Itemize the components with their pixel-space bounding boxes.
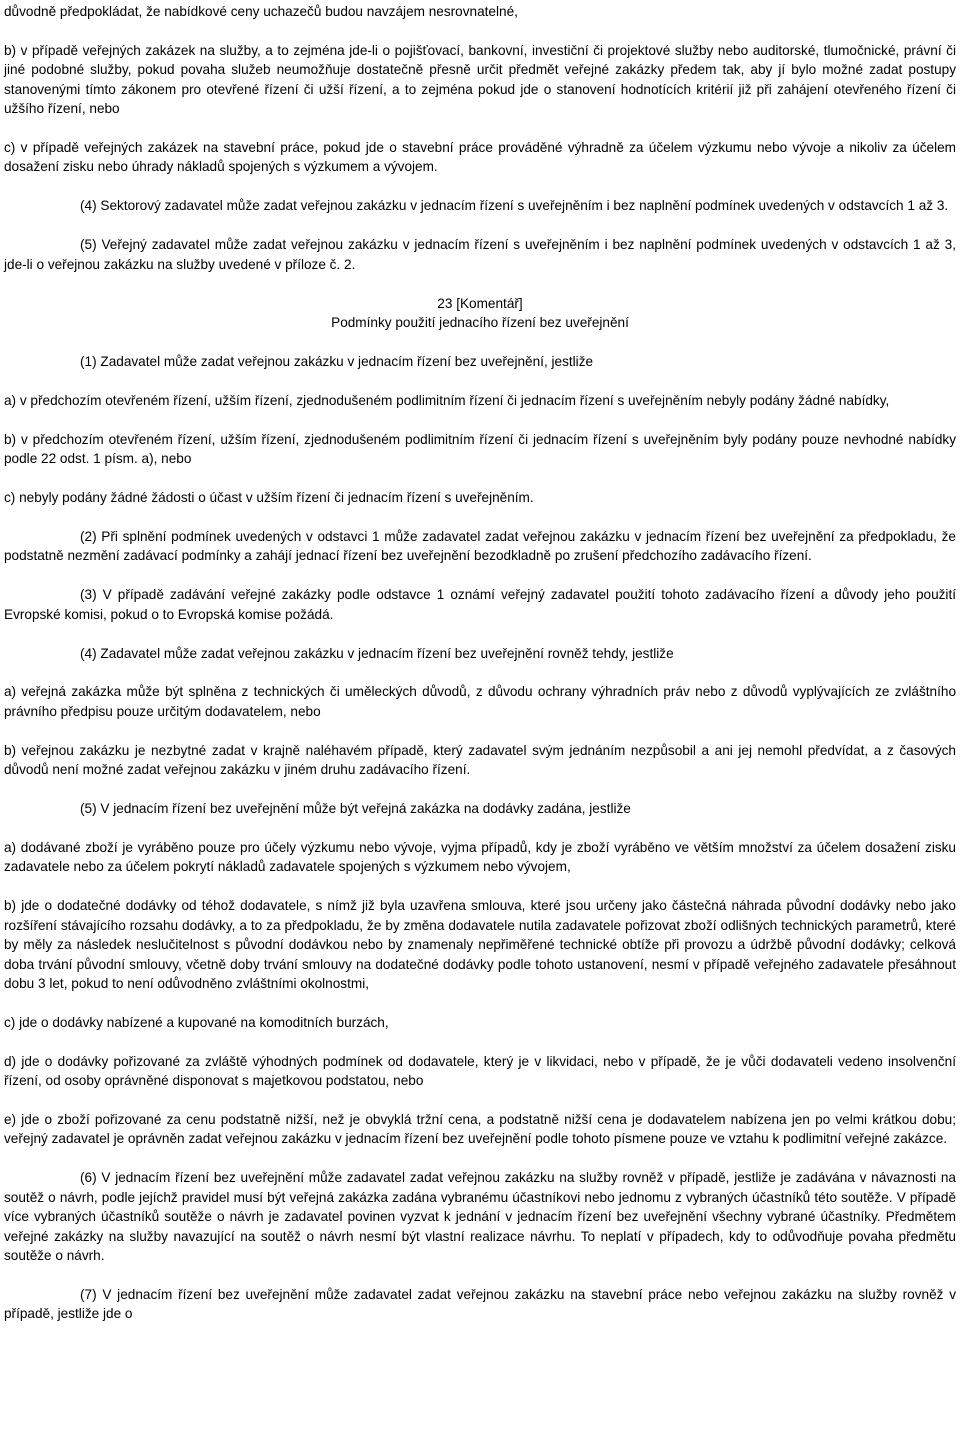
- paragraph-continuation: důvodně předpokládat, že nabídkové ceny uchazečů budou navzájem nesrovnatelné,: [4, 4, 518, 19]
- paragraph-23-4: (4) Zadavatel může zadat veřejnou zakázku v jednacím řízení bez uveřejnění rovněž tehdy, jestliže: [80, 645, 674, 661]
- paragraph-23-4-b: b) veřejnou zakázku je nezbytné zadat v krajně naléhavém případě, který zadavatel svým jednáním nezpůsobil a ani jej nemohl předvídat, a z časových důvodů není možné zadat veřejnou zakázku v jiném druhu zadávacího řízení.: [4, 742, 956, 778]
- paragraph-23-1-a: a) v předchozím otevřeném řízení, užším řízení, zjednodušeném podlimitním řízení či jednacím řízení s uveřejněním nebyly podány žádné nabídky,: [4, 392, 890, 408]
- paragraph-23-5-d: d) jde o dodávky pořizované za zvláště výhodných podmínek od dodavatele, který je v likvidaci, nebo v případě, že je vůči dodavateli vedeno insolvenční řízení, od osoby oprávněné disponovat s majetkovou podstatou, nebo: [4, 1053, 956, 1089]
- section-title: Podmínky použití jednacího řízení bez uveřejnění: [331, 314, 629, 330]
- paragraph-23-5-e: e) jde o zboží pořizované za cenu podstatně nižší, než je obvyklá tržní cena, a podstatně nižší cena je dodavatelem nabízena jen po velmi krátkou dobu; veřejný zadavatel je oprávněn zadat veřejnou zakázku v jednacím řízení bez uveřejnění podle tohoto písmene pouze ve vztahu k podlimitní veřejné zakázce.: [4, 1112, 956, 1147]
- paragraph-point-c: c) v případě veřejných zakázek na stavební práce, pokud jde o stavební práce prováděné výhradně za účelem výzkumu nebo vývoje a nikoliv za účelem dosažení zisku nebo úhrady nákladů spojených s výzkumem a vývojem.: [4, 140, 956, 175]
- paragraph-23-4-a: a) veřejná zakázka může být splněna z technických či uměleckých důvodů, z důvodu ochrany výhradních práv nebo z důvodů vyplývajících ze zvláštního právního předpisu pouze určitým dodavatelem, nebo: [4, 684, 956, 719]
- paragraph-23-1-c: c) nebyly podány žádné žádosti o účast v užším řízení či jednacím řízení s uveřejněním.: [4, 490, 534, 505]
- paragraph-23-5: (5) V jednacím řízení bez uveřejnění může být veřejná zakázka na dodávky zadána, jestliže: [80, 801, 631, 817]
- paragraph-subsection-4: (4) Sektorový zadavatel může zadat veřejnou zakázku v jednacím řízení s uveřejněním i bez naplnění podmínek uvedených v odstavcích 1 až 3.: [80, 198, 949, 214]
- section-heading: [4, 294, 956, 333]
- paragraph-23-5-a: a) dodávané zboží je vyráběno pouze pro účely výzkumu nebo vývoje, vyjma případů, kdy je zboží vyráběno ve větším množství za účelem dosažení zisku zadavatele nebo za účelem pokrytí nákladů zadavatele spojených s výzkumem nebo vývojem,: [4, 839, 956, 875]
- paragraph-23-1: (1) Zadavatel může zadat veřejnou zakázku v jednacím řízení bez uveřejnění, jestliže: [80, 353, 594, 369]
- section-number-link[interactable]: 23 [Komentář]: [437, 295, 523, 311]
- paragraph-23-5-c: c) jde o dodávky nabízené a kupované na komoditních burzách,: [4, 1014, 389, 1030]
- paragraph-23-5-b: b) jde o dodatečné dodávky od téhož dodavatele, s nímž již byla uzavřena smlouva, které jsou určeny jako částečná náhrada původní dodávky nebo jako rozšíření stávajícího rozsahu dodávky, a to za předpokladu, že by změna dodavatele nutila zadavatele pořizovat zboží odlišných technických parametrů, které by měly za následek neslučitelnost s původní dodávkou nebo by znamenaly nepřiměřené technické obtíže při provozu a údržbě původní dodávky; celková doba trvání původní smlouvy, včetně doby trvání smlouvy na dodatečné dodávky podle tohoto ustanovení, nesmí v případě veřejného zadavatele přesáhnout dobu 3 let, pokud to není odůvodněno zvláštními okolnostmi,: [4, 898, 956, 991]
- paragraph-point-b: b) v případě veřejných zakázek na služby, a to zejména jde-li o pojišťovací, bankovní, investiční či projektové služby nebo auditorské, tlumočnické, právní či jiné podobné služby, pokud povaha služeb neumožňuje dostatečně přesně určit předmět veřejné zakázky předem tak, aby jí bylo možné zadat postupy stanovenými tímto zákonem pro otevřené řízení či užší řízení, a to zejména pokud jde o stanovení hodnotících kritérií již při zahájení otevřeného řízení či užšího řízení, nebo: [4, 42, 956, 117]
- paragraph-subsection-5: (5) Veřejný zadavatel může zadat veřejnou zakázku v jednacím řízení s uveřejněním i bez naplnění podmínek uvedených v odstavcích 1 až 3, jde-li o veřejnou zakázku na služby uvedené v příloze č. 2.: [4, 237, 956, 272]
- paragraph-23-3: (3) V případě zadávání veřejné zakázky podle odstavce 1 oznámí veřejný zadavatel použití tohoto zadávacího řízení a důvody jeho použití Evropské komisi, pokud o to Evropská komise požádá.: [4, 587, 956, 622]
- paragraph-23-1-b: b) v předchozím otevřeném řízení, užším řízení, zjednodušeném podlimitním řízení či jednacím řízení s uveřejněním byly podány pouze nevhodné nabídky podle 22 odst. 1 písm. a), nebo: [4, 431, 956, 467]
- paragraph-23-7: (7) V jednacím řízení bez uveřejnění může zadavatel zadat veřejnou zakázku na stavební práce nebo veřejnou zakázku na služby rovněž v případě, jestliže jde o: [4, 1286, 956, 1322]
- paragraph-23-6: (6) V jednacím řízení bez uveřejnění může zadavatel zadat veřejnou zakázku na služby rovněž v případě, jestliže je zadávána v návaznosti na soutěž o návrh, podle jejíchž pravidel musí být veřejná zakázka zadána vybranému účastníkovi nebo jednomu z vybraných účastníků této soutěže. V případě více vybraných účastníků soutěže o návrh je zadavatel povinen vyzvat k jednání v jednacím řízení bez uveřejnění všechny vybrané účastníky. Předmětem veřejné zakázky na služby navazující na soutěž o návrh nesmí být vlastní realizace návrhu. To neplatí v případech, kdy to odůvodňuje povaha předmětu soutěže o návrh.: [4, 1170, 956, 1263]
- paragraph-23-2: (2) Při splnění podmínek uvedených v odstavci 1 může zadavatel zadat veřejnou zakázku v jednacím řízení bez uveřejnění za předpokladu, že podstatně nezmění zadávací podmínky a zahájí jednací řízení bez uveřejnění bezodkladně po zrušení předchozího zadávacího řízení.: [4, 528, 956, 564]
